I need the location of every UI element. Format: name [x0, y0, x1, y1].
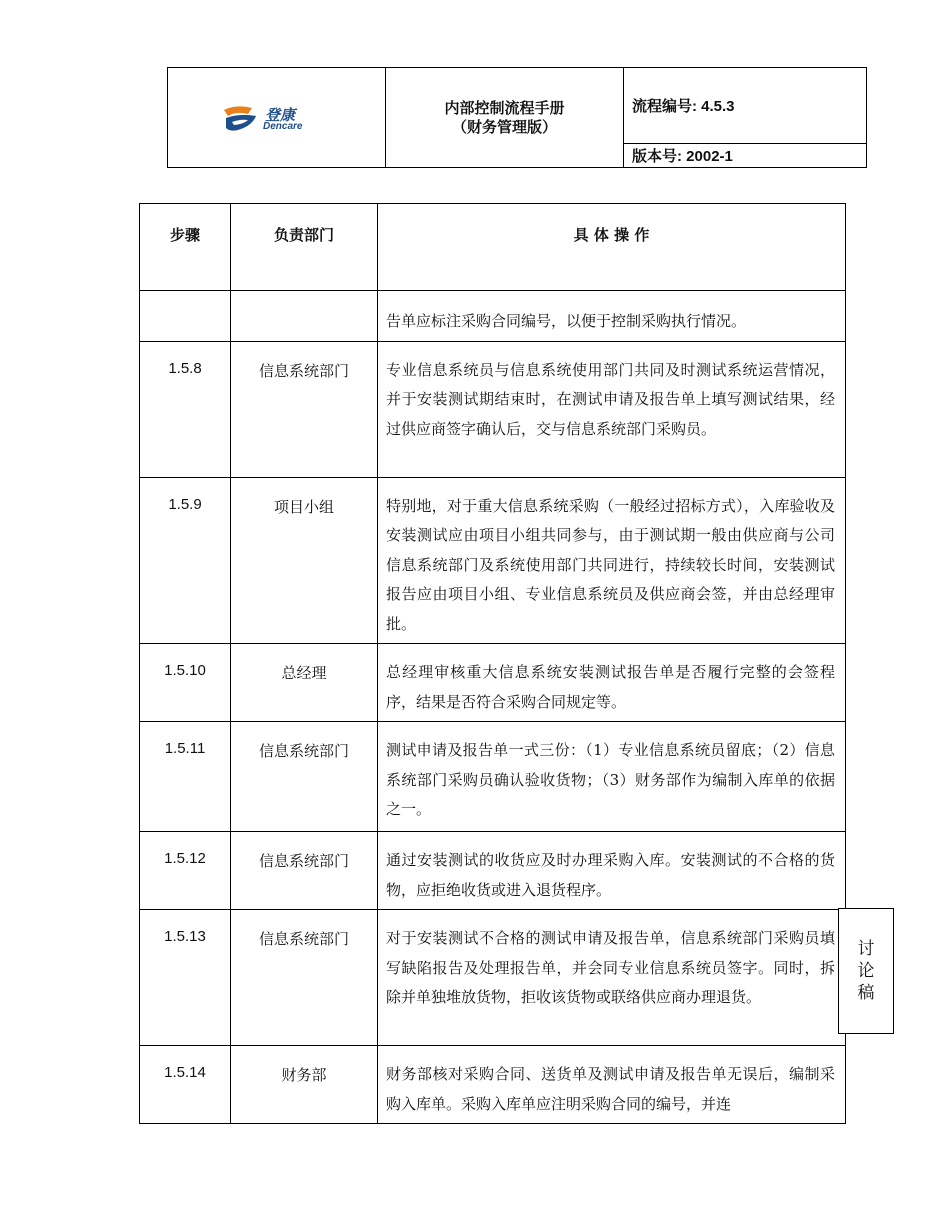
operation-cell: 告单应标注采购合同编号，以便于控制采购执行情况。	[378, 291, 846, 342]
step-cell: 1.5.13	[140, 910, 231, 1046]
step-cell: 1.5.10	[140, 644, 231, 722]
operation-cell: 总经理审核重大信息系统安装测试报告单是否履行完整的会签程序，结果是否符合采购合同规定等。	[378, 644, 846, 722]
company-logo	[222, 104, 322, 136]
dept-cell: 信息系统部门	[231, 341, 378, 477]
table-row	[140, 477, 846, 644]
logo-cell	[168, 68, 386, 168]
dept-cell: 信息系统部门	[231, 722, 378, 832]
draft-char-3: 稿	[857, 983, 875, 1003]
header-step: 步骤	[140, 204, 231, 291]
dept-cell	[231, 291, 378, 342]
table-row	[140, 291, 846, 342]
table-row	[140, 722, 846, 832]
draft-char-1: 讨	[857, 939, 875, 959]
dept-cell: 总经理	[231, 644, 378, 722]
table-row	[140, 832, 846, 910]
table-header-row	[140, 204, 846, 291]
table-row	[140, 1046, 846, 1124]
table-row	[140, 910, 846, 1046]
step-cell: 1.5.12	[140, 832, 231, 910]
operation-cell: 特别地，对于重大信息系统采购（一般经过招标方式），入库验收及安装测试应由项目小组共同参与，由于测试期一般由供应商与公司信息系统部门及系统使用部门共同进行，持续较长时间，安装测试报告应由项目小组、专业信息系统员及供应商会签，并由总经理审批。	[378, 477, 846, 644]
draft-char-2: 论	[857, 961, 875, 981]
title-line-1: 内部控制流程手册	[444, 98, 565, 117]
manual-title	[386, 68, 624, 168]
step-cell: 1.5.14	[140, 1046, 231, 1124]
dept-cell: 财务部	[231, 1046, 378, 1124]
header-operation: 具 体 操 作	[378, 204, 846, 291]
operation-cell: 财务部核对采购合同、送货单及测试申请及报告单无误后，编制采购入库单。采购入库单应注明采购合同的编号，并连	[378, 1046, 846, 1124]
dept-cell: 信息系统部门	[231, 910, 378, 1046]
operation-cell: 专业信息系统员与信息系统使用部门共同及时测试系统运营情况，并于安装测试期结束时，在测试申请及报告单上填写测试结果，经过供应商签字确认后，交与信息系统部门采购员。	[378, 341, 846, 477]
logo-cn-text: 登康	[265, 106, 296, 124]
header-dept: 负责部门	[231, 204, 378, 291]
logo-mark-icon	[222, 104, 264, 136]
table-row	[140, 341, 846, 477]
table-row	[140, 644, 846, 722]
step-cell	[140, 291, 231, 342]
version-number: 版本号: 2002-1	[624, 144, 867, 168]
logo-en-text: Dencare	[263, 121, 303, 132]
operation-cell: 对于安装测试不合格的测试申请及报告单，信息系统部门采购员填写缺陷报告及处理报告单，并会同专业信息系统员签字。同时，拆除并单独堆放货物，拒收该货物或联络供应商办理退货。	[378, 910, 846, 1046]
dept-cell: 信息系统部门	[231, 832, 378, 910]
draft-stamp	[838, 908, 894, 1034]
operation-cell: 测试申请及报告单一式三份：（1）专业信息系统员留底；（2）信息系统部门采购员确认验收货物；（3）财务部作为编制入库单的依据之一。	[378, 722, 846, 832]
step-cell: 1.5.8	[140, 341, 231, 477]
step-cell: 1.5.11	[140, 722, 231, 832]
process-number: 流程编号: 4.5.3	[624, 68, 867, 144]
operation-cell: 通过安装测试的收货应及时办理采购入库。安装测试的不合格的货物，应拒绝收货或进入退货程序。	[378, 832, 846, 910]
step-cell: 1.5.9	[140, 477, 231, 644]
dept-cell: 项目小组	[231, 477, 378, 644]
title-line-2: （财务管理版）	[451, 117, 557, 136]
document-header	[167, 67, 867, 168]
procedure-table	[139, 203, 846, 1124]
